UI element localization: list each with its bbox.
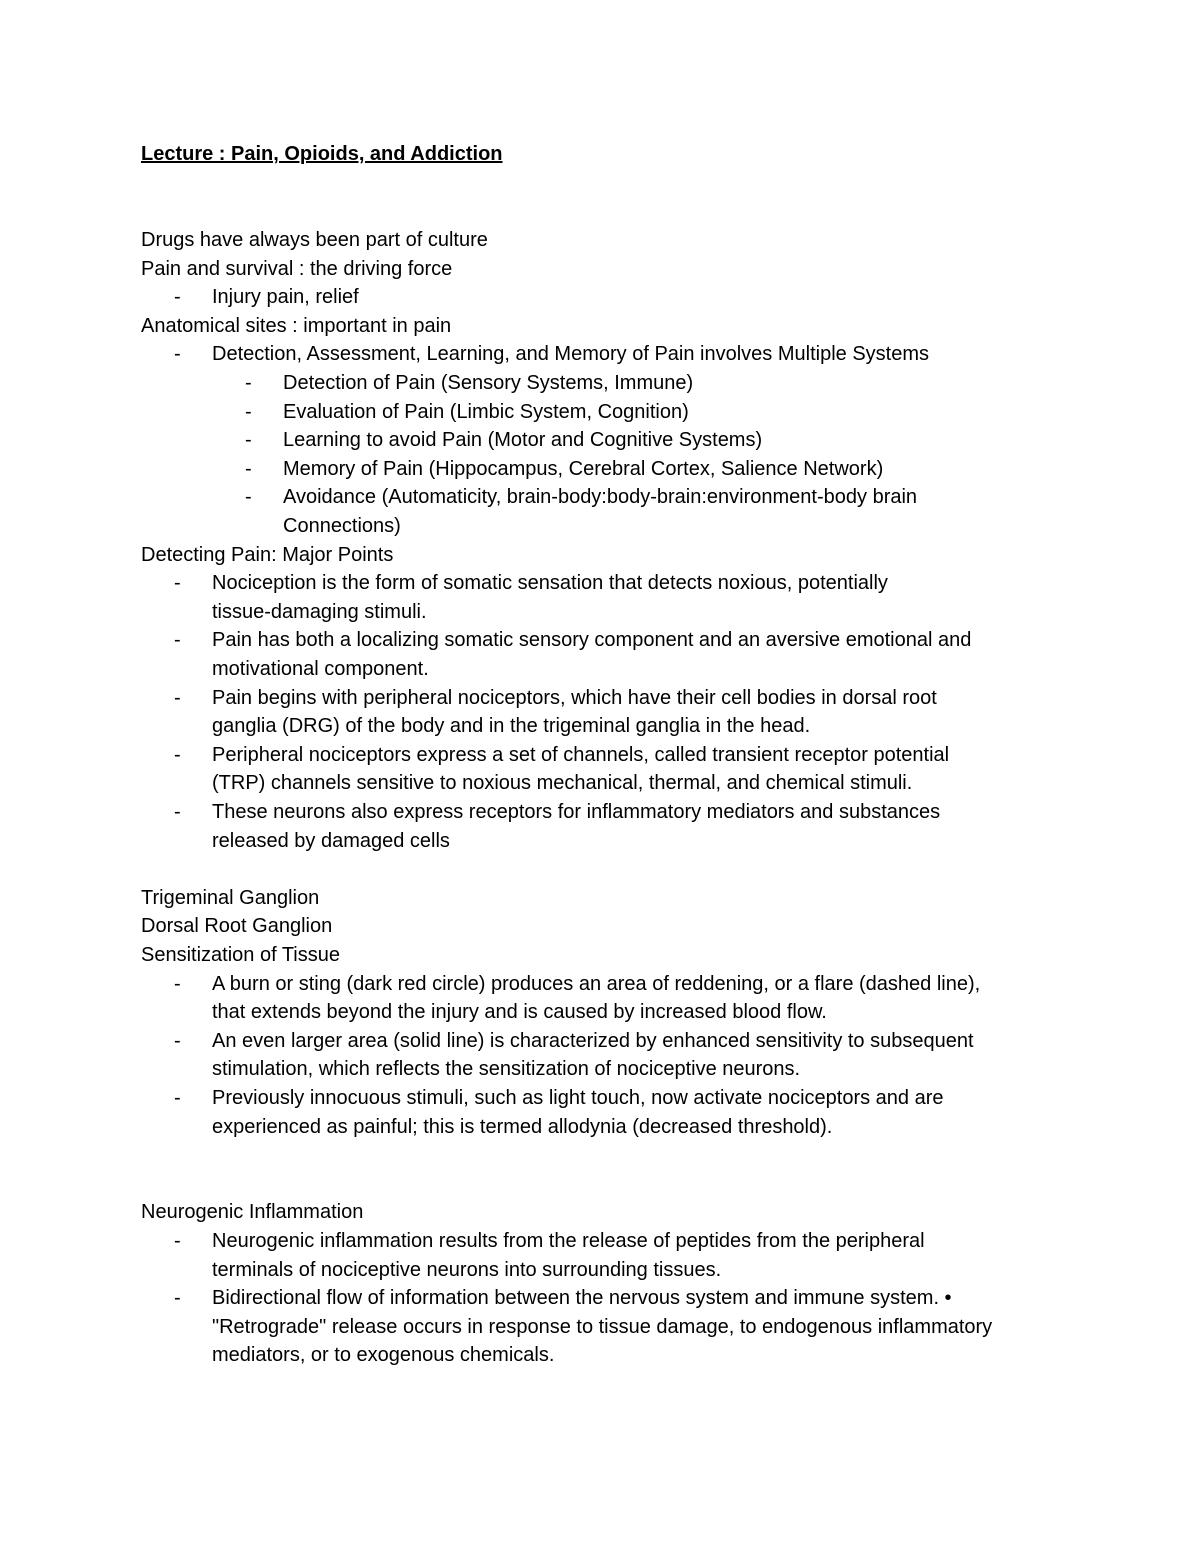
list-item-line: tissue-damaging stimuli. — [212, 600, 427, 623]
bullet-dash: - — [174, 1287, 181, 1310]
list-item-line: Avoidance (Automaticity, brain-body:body-brain:environment-body brain — [283, 486, 918, 509]
list-item-line: Evaluation of Pain (Limbic System, Cognition) — [283, 400, 689, 423]
section-line: Neurogenic Inflammation — [141, 1201, 364, 1224]
list-item-line: "Retrograde" release occurs in response to tissue damage, to endogenous inflammatory — [212, 1315, 993, 1338]
list-item-line: motivational component. — [212, 658, 429, 680]
bullet-dash: - — [174, 1230, 181, 1252]
list-item-line: Pain begins with peripheral nociceptors, which have their cell bodies in dorsal root — [212, 686, 937, 709]
list-item-line: Neurogenic inflammation results from the release of peptides from the peripheral — [212, 1230, 925, 1252]
list-item-line: Nociception is the form of somatic sensation that detects noxious, potentially — [212, 572, 888, 595]
bullet-dash: - — [174, 1087, 181, 1109]
list-item-line: Memory of Pain (Hippocampus, Cerebral Cortex, Salience Network) — [283, 457, 884, 480]
bullet-dash: - — [174, 572, 181, 595]
section-line: Sensitization of Tissue — [141, 944, 340, 966]
bullet-dash: - — [174, 686, 181, 709]
bullet-dash: - — [174, 743, 181, 766]
bullet-dash: - — [245, 429, 252, 452]
list-item-line: released by damaged cells — [212, 829, 450, 852]
list-item-line: These neurons also express receptors for inflammatory mediators and substances — [212, 801, 941, 823]
bullet-dash: - — [174, 972, 181, 995]
list-item-line: (TRP) channels sensitive to noxious mechanical, thermal, and chemical stimuli. — [212, 772, 913, 795]
list-item-line: Bidirectional flow of information between the nervous system and immune system. • — [212, 1287, 952, 1310]
bullet-dash: - — [174, 286, 181, 309]
bullet-dash: - — [174, 801, 181, 823]
list-item-line: Detection, Assessment, Learning, and Memory of Pain involves Multiple Systems — [212, 343, 929, 366]
section-line: Dorsal Root Ganglion — [141, 915, 333, 938]
list-item-line: Previously innocuous stimuli, such as light touch, now activate nociceptors and are — [212, 1087, 944, 1109]
bullet-dash: - — [174, 343, 181, 366]
list-item-line: that extends beyond the injury and is caused by increased blood flow. — [212, 1001, 827, 1024]
bullet-dash: - — [245, 400, 252, 423]
list-item-line: ganglia (DRG) of the body and in the trigeminal ganglia in the head. — [212, 715, 811, 738]
list-item-line: An even larger area (solid line) is characterized by enhanced sensitivity to subsequent — [212, 1029, 974, 1052]
document-title: Lecture : Pain, Opioids, and Addiction — [141, 143, 503, 165]
bullet-dash: - — [245, 372, 252, 394]
bullet-dash: - — [245, 457, 252, 480]
section-line: Trigeminal Ganglion — [141, 886, 320, 909]
list-item-line: Detection of Pain (Sensory Systems, Immune) — [283, 372, 694, 394]
section-line: Anatomical sites : important in pain — [141, 314, 452, 337]
list-item-line: Injury pain, relief — [212, 286, 359, 309]
list-item-line: Learning to avoid Pain (Motor and Cognitive Systems) — [283, 429, 763, 452]
bullet-dash: - — [245, 486, 252, 509]
bullet-dash: - — [174, 629, 181, 652]
section-line: Detecting Pain: Major Points — [141, 543, 394, 566]
list-item-line: A burn or sting (dark red circle) produces an area of reddening, or a flare (dashed line), — [212, 972, 981, 995]
section-line: Pain and survival : the driving force — [141, 257, 453, 280]
list-item-line: Pain has both a localizing somatic sensory component and an aversive emotional and — [212, 629, 972, 652]
bullet-dash: - — [174, 1029, 181, 1052]
list-item-line: Peripheral nociceptors express a set of channels, called transient receptor potential — [212, 743, 950, 766]
section-line: Drugs have always been part of culture — [141, 229, 488, 251]
list-item-line: Connections) — [283, 515, 401, 537]
list-item-line: experienced as painful; this is termed allodynia (decreased threshold). — [212, 1115, 833, 1138]
list-item-line: mediators, or to exogenous chemicals. — [212, 1344, 555, 1367]
list-item-line: terminals of nociceptive neurons into surrounding tissues. — [212, 1258, 722, 1281]
list-item-line: stimulation, which reflects the sensitization of nociceptive neurons. — [212, 1058, 801, 1081]
